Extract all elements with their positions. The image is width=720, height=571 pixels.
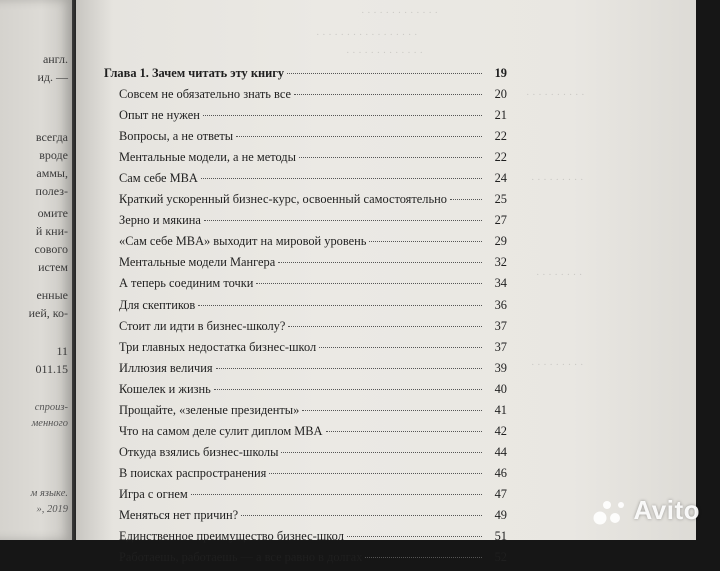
toc-entry-title: Игра с огнем <box>119 486 188 501</box>
toc-entry-page: 42 <box>494 423 507 438</box>
toc-entry-row <box>104 508 507 529</box>
toc-entry-row <box>104 87 507 108</box>
toc-leader-dots <box>450 199 482 200</box>
toc-entry-row <box>104 213 507 234</box>
toc-entry-row <box>104 192 507 213</box>
toc-entry-row <box>104 403 507 424</box>
toc-leader-dots <box>299 157 482 158</box>
left-page-text-fragment: вроде <box>39 148 68 162</box>
left-page-text-fragment: всегда <box>35 130 68 144</box>
toc-entry-title: Прощайте, «зеленые президенты» <box>119 402 300 417</box>
toc-entry-page: 32 <box>494 255 507 270</box>
toc-leader-dots <box>281 452 482 453</box>
toc-leader-dots <box>204 220 482 221</box>
left-page-text-fragment: менного <box>31 418 68 429</box>
toc-leader-dots <box>369 241 482 242</box>
left-page-text-fragment: й кни- <box>35 224 68 238</box>
toc-entry-title: Кошелек и жизнь <box>119 381 211 396</box>
toc-entry-page: 34 <box>494 276 507 291</box>
toc-entry-page: 44 <box>494 444 507 459</box>
toc-entry-row <box>104 276 507 297</box>
toc-entry-row <box>104 487 507 508</box>
left-page-text-fragment: ид. — <box>37 70 68 84</box>
toc-entry-page: 22 <box>494 129 507 144</box>
toc-entry-page: 46 <box>494 465 507 480</box>
toc-entry-page: 36 <box>494 297 507 312</box>
left-page-text-fragment: спроиз- <box>34 402 68 413</box>
toc-leader-dots <box>203 115 482 116</box>
toc-entry-title: «Сам себе MBA» выходит на мировой уровень <box>119 234 367 249</box>
left-facing-page <box>0 0 72 540</box>
toc-entry-title: Стоит ли идти в бизнес-школу? <box>119 318 286 333</box>
toc-entry-page: 41 <box>494 402 507 417</box>
avito-watermark <box>593 495 700 526</box>
toc-entry-title: Совсем не обязательно знать все <box>119 87 291 102</box>
toc-entry-page: 49 <box>494 507 507 522</box>
toc-entry-page: 39 <box>494 360 507 375</box>
toc-entry-title: Для скептиков <box>119 297 196 312</box>
toc-entry-page: 21 <box>494 108 507 123</box>
left-page-text-fragment: енные <box>36 288 68 302</box>
toc-entry-title: Сам себе MBA <box>119 171 198 186</box>
toc-leader-dots <box>191 494 482 495</box>
toc-entry-title: Единственное преимущество бизнес-школ <box>119 529 344 544</box>
toc-entry-row <box>104 319 507 340</box>
toc-leader-dots <box>319 347 482 348</box>
left-page-text-fragment: 011.15 <box>35 362 68 376</box>
toc-entry-row <box>104 108 507 129</box>
toc-entry-title: Работаешь, работаешь — а все равно в долгах <box>119 550 363 565</box>
toc-entry-page: 51 <box>494 529 507 544</box>
left-page-text-fragment: аммы, <box>36 166 68 180</box>
toc-entry-row <box>104 424 507 445</box>
toc-chapter-row <box>104 66 507 87</box>
toc-entry-page: 25 <box>494 192 507 207</box>
table-of-contents-page: · · · · · · · · · · · · · · · · · · · · · · · · · · · · · · · · · · · · · · · · · · · · · · · · · · · · · · · · · · · · · · · · · · · · · · · · · · · · · · · Глава 1. Зачем читать эту книгу 19 Совсем не обязательно знать все 20 Опыт не нужен 21 Вопросы, а не ответы 22 Ментальные модели, а не методы 22 Сам себе MBA 24 Краткий ускоренный бизнес-курс, освоенный самостоятельно 25 Зерно и мякина 27 «Сам себе MBA» выходит на мировой уровень 29 Ментальные модели Мангера 32 А теперь соединим точки 34 Для скептиков 36 Стоит ли идти в бизнес-школу? 37 Три главных недостатка бизнес-школ 37 Иллюзия величия 39 Кошелек и жизнь 40 Прощайте, «зеленые президенты» 41 Что на самом деле сулит диплом MBA 42 Откуда взялись бизнес-школы 44 В поисках распространения 46 Игра с огнем 47 Меняться нет причин? 49 Единственное преимущество бизнес-школ 51 Работаешь, работаешь — а все равно в долгах 52 <box>76 0 696 540</box>
left-page-text-fragment: м языке. <box>30 488 68 499</box>
toc-entry-row <box>104 255 507 276</box>
toc-leader-dots <box>287 73 482 74</box>
toc-leader-dots <box>201 178 482 179</box>
toc-leader-dots <box>278 262 482 263</box>
toc-leader-dots <box>302 410 482 411</box>
toc-entry-row <box>104 171 507 192</box>
toc-entry-page: 24 <box>494 171 507 186</box>
toc-leader-dots <box>236 136 482 137</box>
toc-entry-page: 52 <box>494 550 507 565</box>
avito-logo-icon <box>593 496 627 526</box>
toc-list <box>104 66 507 571</box>
toc-entry-row <box>104 529 507 550</box>
toc-leader-dots <box>241 515 482 516</box>
toc-leader-dots <box>294 94 482 95</box>
avito-watermark-text: Avito <box>633 495 700 525</box>
toc-entry-row <box>104 361 507 382</box>
left-page-text-fragment: англ. <box>42 52 68 66</box>
toc-entry-row <box>104 445 507 466</box>
toc-entry-page: 20 <box>494 87 507 102</box>
toc-entry-title: Краткий ускоренный бизнес-курс, освоенный самостоятельно <box>119 192 447 207</box>
toc-entry-title: Иллюзия величия <box>119 360 213 375</box>
toc-entry-page: 27 <box>494 213 507 228</box>
toc-entry-row <box>104 340 507 361</box>
toc-chapter-title: Глава 1. Зачем читать эту книгу <box>104 66 285 80</box>
toc-entry-title: Вопросы, а не ответы <box>119 129 234 144</box>
left-page-text-fragment: омите <box>37 206 68 220</box>
toc-leader-dots <box>216 368 482 369</box>
toc-entry-row <box>104 550 507 571</box>
left-page-text-fragment: », 2019 <box>36 504 68 515</box>
toc-entry-row <box>104 298 507 319</box>
toc-chapter-page: 19 <box>494 66 507 80</box>
left-page-text-fragment: истем <box>38 260 68 274</box>
toc-entry-title: Откуда взялись бизнес-школы <box>119 444 279 459</box>
left-page-text-fragment: 11 <box>56 344 68 358</box>
toc-leader-dots <box>288 326 482 327</box>
toc-entry-page: 47 <box>494 486 507 501</box>
toc-leader-dots <box>347 536 482 537</box>
toc-entry-title: В поисках распространения <box>119 465 267 480</box>
toc-entry-page: 37 <box>494 318 507 333</box>
toc-entry-page: 22 <box>494 150 507 165</box>
toc-entry-row <box>104 129 507 150</box>
toc-leader-dots <box>365 557 482 558</box>
left-page-text-fragment: сового <box>34 242 68 256</box>
toc-entry-page: 37 <box>494 339 507 354</box>
toc-entry-title: А теперь соединим точки <box>119 276 254 291</box>
toc-entry-title: Что на самом деле сулит диплом MBA <box>119 423 323 438</box>
toc-entry-row <box>104 382 507 403</box>
toc-entry-page: 29 <box>494 234 507 249</box>
toc-leader-dots <box>326 431 483 432</box>
toc-entry-page: 40 <box>494 381 507 396</box>
toc-entry-title: Зерно и мякина <box>119 213 201 228</box>
toc-entry-title: Три главных недостатка бизнес-школ <box>119 339 317 354</box>
toc-leader-dots <box>198 305 482 306</box>
toc-entry-title: Ментальные модели Мангера <box>119 255 276 270</box>
toc-entry-title: Меняться нет причин? <box>119 507 239 522</box>
left-page-text-fragment: полез- <box>35 184 68 198</box>
toc-leader-dots <box>256 283 482 284</box>
toc-entry-title: Ментальные модели, а не методы <box>119 150 296 165</box>
toc-entry-row <box>104 150 507 171</box>
toc-leader-dots <box>269 473 482 474</box>
toc-entry-title: Опыт не нужен <box>119 108 200 123</box>
toc-entry-row <box>104 234 507 255</box>
toc-leader-dots <box>214 389 482 390</box>
left-page-text-fragment: ией, ко- <box>28 306 68 320</box>
toc-entry-row <box>104 466 507 487</box>
